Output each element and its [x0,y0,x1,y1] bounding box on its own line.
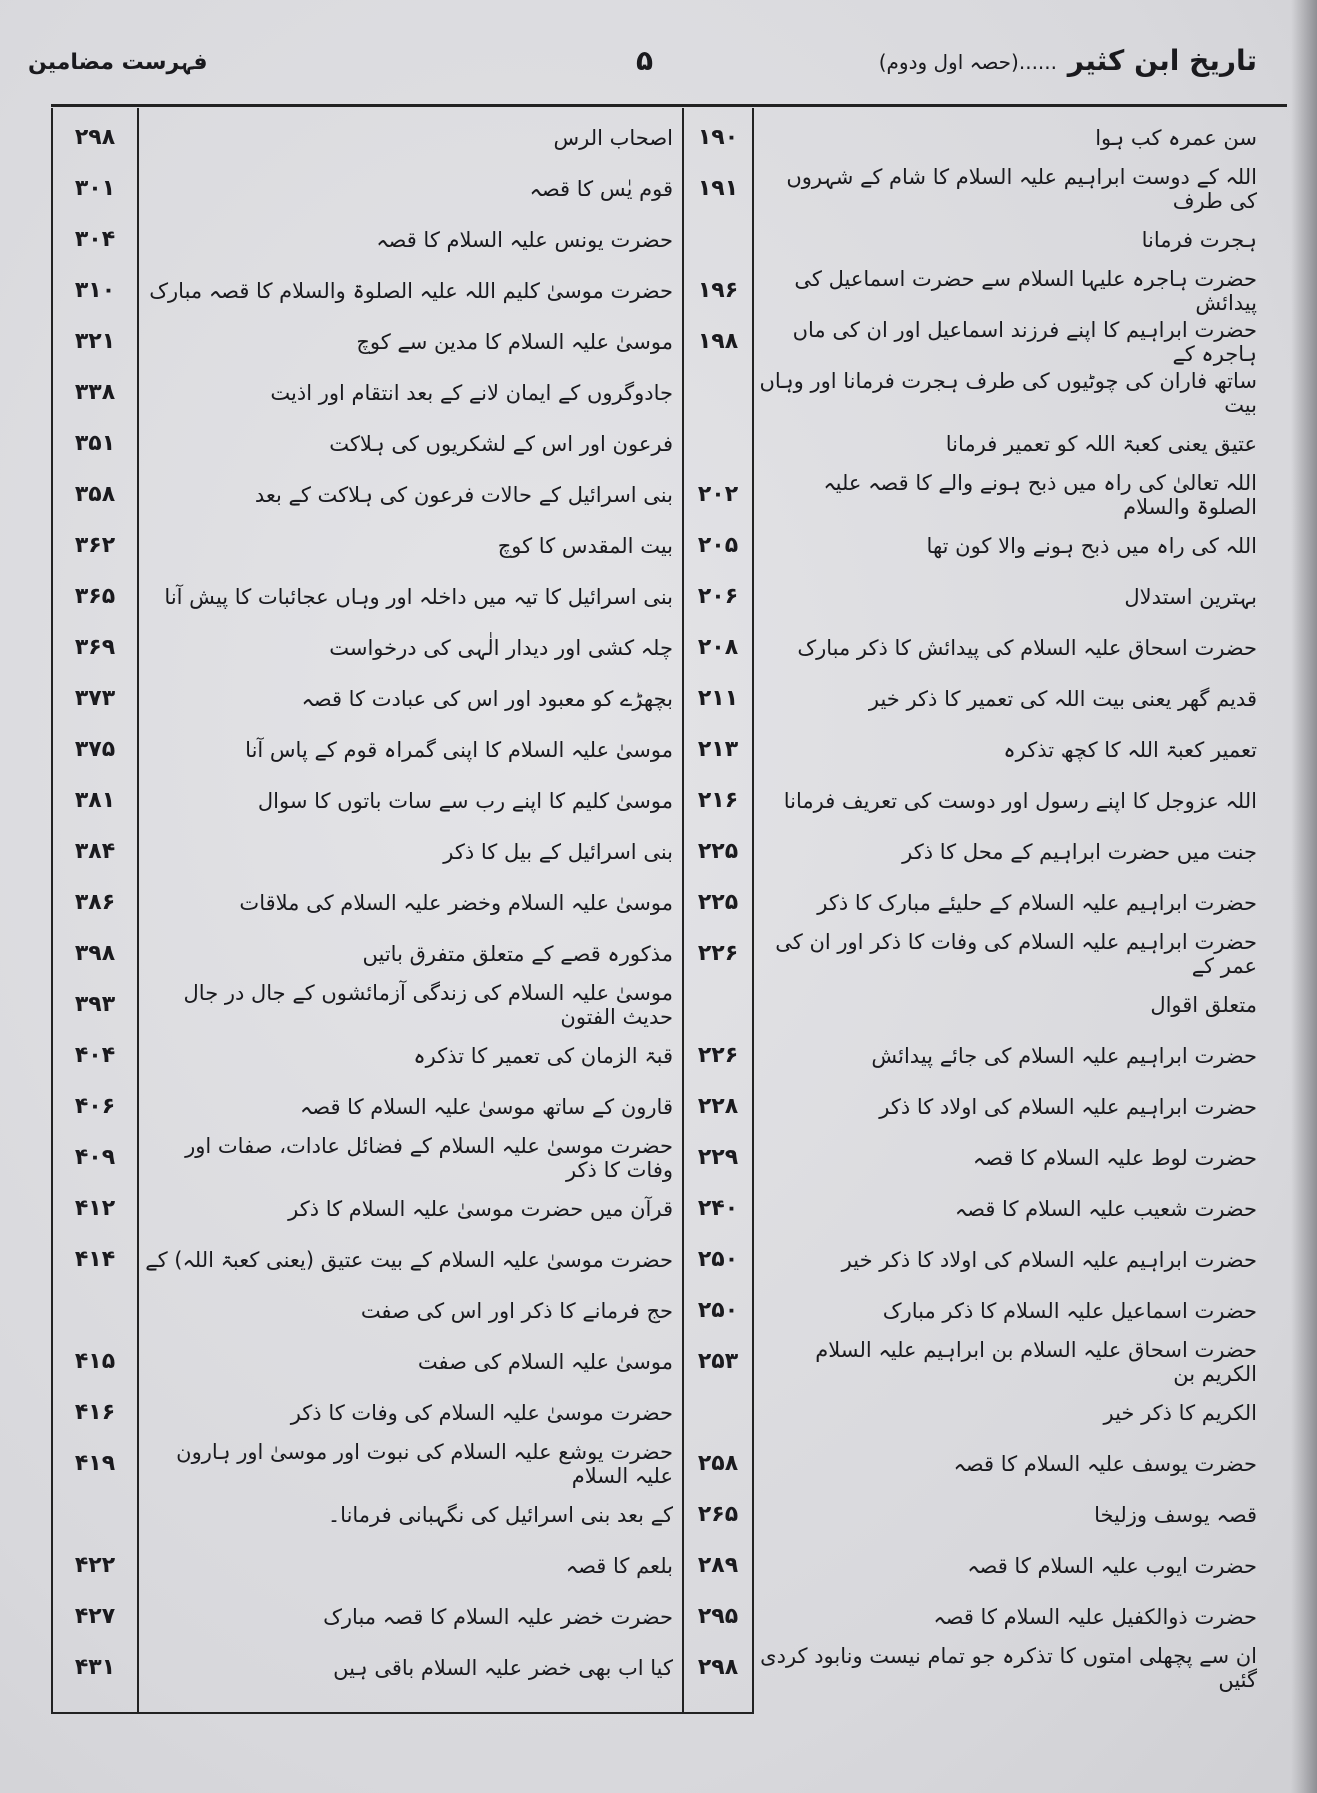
table-row [51,1030,1287,1081]
right-page-number: ۲۰۸ [697,634,739,660]
right-page-number: ۲۲۸ [697,1093,739,1119]
left-page-number: ۳۶۲ [74,532,116,558]
right-entry-title: اللہ عزوجل کا اپنے رسول اور دوست کی تعریف فرمانا [783,788,1257,813]
table-row [51,265,1287,316]
left-page-number [53,1489,137,1540]
right-page-number: ۱۹۶ [697,277,739,303]
table-row [51,1285,1287,1336]
right-entry-title: متعلق اقوال [1150,992,1257,1017]
left-page-number: ۳۵۸ [74,481,116,507]
right-page-number: ۲۵۰ [697,1246,739,1272]
right-page-number: ۲۲۶ [697,1042,739,1068]
table-row [51,316,1287,367]
table-row [51,1438,1287,1489]
left-entry-title: مذکورہ قصے کے متعلق متفرق باتیں [362,941,673,966]
table-row [51,928,1287,979]
right-entry-title: اللہ کی راہ میں ذبح ہونے والا کون تھا [926,533,1257,558]
right-entry-title: حضرت ابراہیم علیہ السلام کی اولاد کا ذکر خیر [841,1247,1257,1272]
left-page-number: ۳۸۴ [74,838,116,864]
left-page-number: ۴۰۴ [74,1042,116,1068]
table-row [51,214,1287,265]
left-entry-title: فرعون اور اس کے لشکریوں کی ہلاکت [329,431,673,456]
left-entry-title: بنی اسرائیل کا تیہ میں داخلہ اور وہاں عجائبات کا پیش آنا [164,584,673,609]
left-entry-title: قارون کے ساتھ موسیٰ علیہ السلام کا قصہ [299,1094,673,1119]
right-entry-title: حضرت ابراہیم علیہ السلام کی اولاد کا ذکر [879,1094,1257,1119]
right-page-number: ۲۲۵ [697,838,739,864]
left-entry-title: کے بعد بنی اسرائیل کی نگہبانی فرمانا۔ [327,1502,673,1527]
page-number: ۵ [636,44,654,77]
right-entry-title: سن عمرہ کب ہوا [1095,125,1257,150]
left-page-number: ۳۱۰ [74,277,116,303]
header-rule [51,104,1287,107]
right-page-number: ۱۹۸ [697,328,739,354]
left-entry-title: بیت المقدس کا کوچ [497,533,673,558]
right-page-number: ۲۵۸ [697,1450,739,1476]
right-entry-title: حضرت ابراہیم علیہ السلام کی جائے پیدائش [871,1043,1257,1068]
right-entry-title: ساتھ فاران کی چوٹیوں کی طرف ہجرت فرمانا اور وہاں بیت [759,368,1257,417]
left-entry-title: اصحاب الرس [553,125,673,150]
right-entry-title: حضرت ابراہیم علیہ السلام کی وفات کا ذکر اور ان کی عمر کے [775,929,1257,978]
left-entry-title: بلعم کا قصہ [565,1553,673,1578]
left-page-number: ۴۳۱ [74,1654,116,1680]
table-row [51,673,1287,724]
left-entry-title: حضرت موسیٰ علیہ السلام کے فضائل عادات، صفات اور وفات کا ذکر [185,1133,673,1182]
book-title: تاریخ ابن کثیر [1067,44,1257,77]
table-row [51,520,1287,571]
right-page-number: ۲۶۵ [697,1501,739,1527]
right-entry-title: حضرت ایوب علیہ السلام کا قصہ [967,1553,1257,1578]
left-entry-title: حضرت خضر علیہ السلام کا قصہ مبارک [323,1604,673,1629]
left-entry-title: موسیٰ کلیم کا اپنے رب سے سات باتوں کا سوال [257,788,673,813]
left-page-number: ۴۱۶ [74,1399,116,1425]
left-entry-title: جادوگروں کے ایمان لانے کے بعد انتقام اور اذیت [270,380,673,405]
right-page-number: ۲۲۶ [697,940,739,966]
table-row [51,1234,1287,1285]
right-entry-title: الکریم کا ذکر خیر [1103,1400,1257,1425]
left-entry-title: حضرت موسیٰ علیہ السلام کی وفات کا ذکر [290,1400,673,1425]
table-row [51,469,1287,520]
right-page-number: ۲۲۹ [697,1144,739,1170]
left-page-number: ۳۶۹ [74,634,116,660]
table-row [51,1336,1287,1387]
table-row [51,1132,1287,1183]
left-page-number: ۴۲۲ [74,1552,116,1578]
right-entry-title: بہترین استدلال [1124,584,1257,609]
right-entry-title: حضرت ابراہیم علیہ السلام کے حلیئے مبارک کا ذکر [817,890,1257,915]
section-title: فہرست مضامین [28,50,208,75]
table-row [51,367,1287,418]
right-page-number: ۲۸۹ [697,1552,739,1578]
right-page-number: ۲۹۸ [697,1654,739,1680]
left-page-number: ۳۳۸ [74,379,116,405]
table-row [51,1183,1287,1234]
right-page-number [684,367,752,418]
right-entry-title: عتیق یعنی کعبۃ اللہ کو تعمیر فرمانا [945,431,1257,456]
table-row [51,1489,1287,1540]
left-entry-title: موسیٰ علیہ السلام کا اپنی گمراہ قوم کے پاس آنا [245,737,673,762]
right-page-number [684,1387,752,1438]
table-row [51,1642,1287,1693]
right-entry-title: قصہ یوسف وزلیخا [1094,1502,1257,1527]
right-page-number: ۲۰۲ [697,481,739,507]
left-page-number: ۳۶۵ [74,583,116,609]
right-page-number: ۱۹۰ [697,124,739,150]
right-page-number: ۲۲۵ [697,889,739,915]
left-entry-title: چلہ کشی اور دیدار الٰہی کی درخواست [329,635,673,660]
table-row [51,979,1287,1030]
left-entry-title: موسیٰ علیہ السلام کا مدین سے کوچ [356,329,673,354]
table-row [51,826,1287,877]
right-page-number: ۲۹۵ [697,1603,739,1629]
left-page-number: ۳۸۶ [74,889,116,915]
right-entry-title: حضرت ذوالکفیل علیہ السلام کا قصہ [933,1604,1257,1629]
right-page-number: ۲۱۳ [697,736,739,762]
table-row [51,877,1287,928]
right-page-number: ۲۰۶ [697,583,739,609]
table-row [51,571,1287,622]
right-page-number: ۲۱۱ [697,685,739,711]
left-entry-title: موسیٰ علیہ السلام وخضر علیہ السلام کی ملاقات [239,890,673,915]
right-page-number: ۲۰۵ [697,532,739,558]
left-page-number: ۳۰۱ [74,175,116,201]
left-page-number: ۴۱۲ [74,1195,116,1221]
table-row [51,775,1287,826]
left-entry-title: بنی اسرائیل کے حالات فرعون کی ہلاکت کے بعد [254,482,673,507]
left-entry-title: حضرت یوشع علیہ السلام کی نبوت اور موسیٰ اور ہارون علیہ السلام [176,1439,673,1488]
right-entry-title: حضرت اسحاق علیہ السلام کی پیدائش کا ذکر مبارک [797,635,1257,660]
table-row [51,1081,1287,1132]
table-row [51,1387,1287,1438]
right-page-number: ۲۵۳ [697,1348,739,1374]
left-page-number: ۴۱۵ [74,1348,116,1374]
left-entry-title: قوم یٰس کا قصہ [529,176,673,201]
right-entry-title: حضرت شعیب علیہ السلام کا قصہ [954,1196,1257,1221]
left-entry-title: موسیٰ علیہ السلام کی صفت [417,1349,673,1374]
left-page-number: ۳۸۱ [74,787,116,813]
table-row [51,418,1287,469]
right-entry-title: تعمیر کعبۃ اللہ کا کچھ تذکرہ [1003,737,1257,762]
right-entry-title: حضرت لوط علیہ السلام کا قصہ [972,1145,1257,1170]
book-part: ......(حصہ اول ودوم) [878,50,1057,74]
table-bottom-rule [51,1712,754,1714]
right-page-number [684,214,752,265]
table-row [51,1540,1287,1591]
right-page-number [684,979,752,1030]
left-page-number: ۳۹۳ [74,991,116,1017]
table-row [51,163,1287,214]
book-spine-shadow [1291,0,1317,1793]
right-page-number [684,418,752,469]
table-row [51,1591,1287,1642]
left-page-number: ۴۰۶ [74,1093,116,1119]
left-entry-title: کیا اب بھی خضر علیہ السلام باقی ہیں [333,1655,673,1680]
left-page-number: ۴۱۴ [74,1246,116,1272]
left-page-number: ۳۵۱ [74,430,116,456]
right-entry-title: جنت میں حضرت ابراہیم کے محل کا ذکر [902,839,1257,864]
left-entry-title: حضرت موسیٰ علیہ السلام کے بیت عتیق (یعنی کعبۃ اللہ) کے [145,1247,673,1272]
right-page-number: ۲۱۶ [697,787,739,813]
left-page-number: ۳۷۵ [74,736,116,762]
table-row [51,724,1287,775]
left-page-number [53,1285,137,1336]
left-entry-title: حضرت موسیٰ کلیم اللہ علیہ الصلوۃ والسلام کا قصہ مبارک [149,278,673,303]
left-entry-title: بنی اسرائیل کے بیل کا ذکر [443,839,673,864]
table-row [51,112,1287,163]
left-entry-title: حج فرمانے کا ذکر اور اس کی صفت [360,1298,673,1323]
right-entry-title: حضرت ابراہیم کا اپنے فرزند اسماعیل اور ان کی ماں ہاجرہ کے [792,317,1257,366]
right-entry-title: اللہ کے دوست ابراہیم علیہ السلام کا شام کے شہروں کی طرف [786,164,1257,213]
left-page-number: ۴۱۹ [74,1450,116,1476]
left-entry-title: قبۃ الزمان کی تعمیر کا تذکرہ [413,1043,673,1068]
right-entry-title: ان سے پچھلی امتوں کا تذکرہ جو تمام نیست ونابود کردی گئیں [760,1643,1257,1692]
left-page-number: ۳۲۱ [74,328,116,354]
right-entry-title: قدیم گھر یعنی بیت اللہ کی تعمیر کا ذکر خیر [868,686,1257,711]
right-page-number: ۲۵۰ [697,1297,739,1323]
left-page-number: ۳۰۴ [74,226,116,252]
right-page-number: ۲۴۰ [697,1195,739,1221]
left-page-number: ۳۹۸ [74,940,116,966]
right-entry-title: حضرت اسماعیل علیہ السلام کا ذکر مبارک [882,1298,1257,1323]
left-entry-title: قرآن میں حضرت موسیٰ علیہ السلام کا ذکر [288,1196,673,1221]
contents-table [51,108,1287,1714]
left-page-number: ۲۹۸ [74,124,116,150]
right-entry-title: ہجرت فرمانا [1141,227,1257,252]
right-entry-title: حضرت اسحاق علیہ السلام بن ابراہیم علیہ السلام الکریم بن [815,1337,1257,1386]
left-page-number: ۴۰۹ [74,1144,116,1170]
left-entry-title: موسیٰ علیہ السلام کی زندگی آزمائشوں کے جال در جال حدیث الفتون [183,980,673,1029]
table-row [51,622,1287,673]
right-entry-title: اللہ تعالیٰ کی راہ میں ذبح ہونے والے کا قصہ علیہ الصلوۃ والسلام [823,470,1257,519]
left-entry-title: حضرت یونس علیہ السلام کا قصہ [376,227,673,252]
left-entry-title: بچھڑے کو معبود اور اس کی عبادت کا قصہ [301,686,673,711]
right-entry-title: حضرت ہاجرہ علیہا السلام سے حضرت اسماعیل کی پیدائش [794,266,1257,315]
right-entry-title: حضرت یوسف علیہ السلام کا قصہ [953,1451,1257,1476]
left-page-number: ۳۷۳ [74,685,116,711]
right-page-number: ۱۹۱ [697,175,739,201]
left-page-number: ۴۲۷ [74,1603,116,1629]
